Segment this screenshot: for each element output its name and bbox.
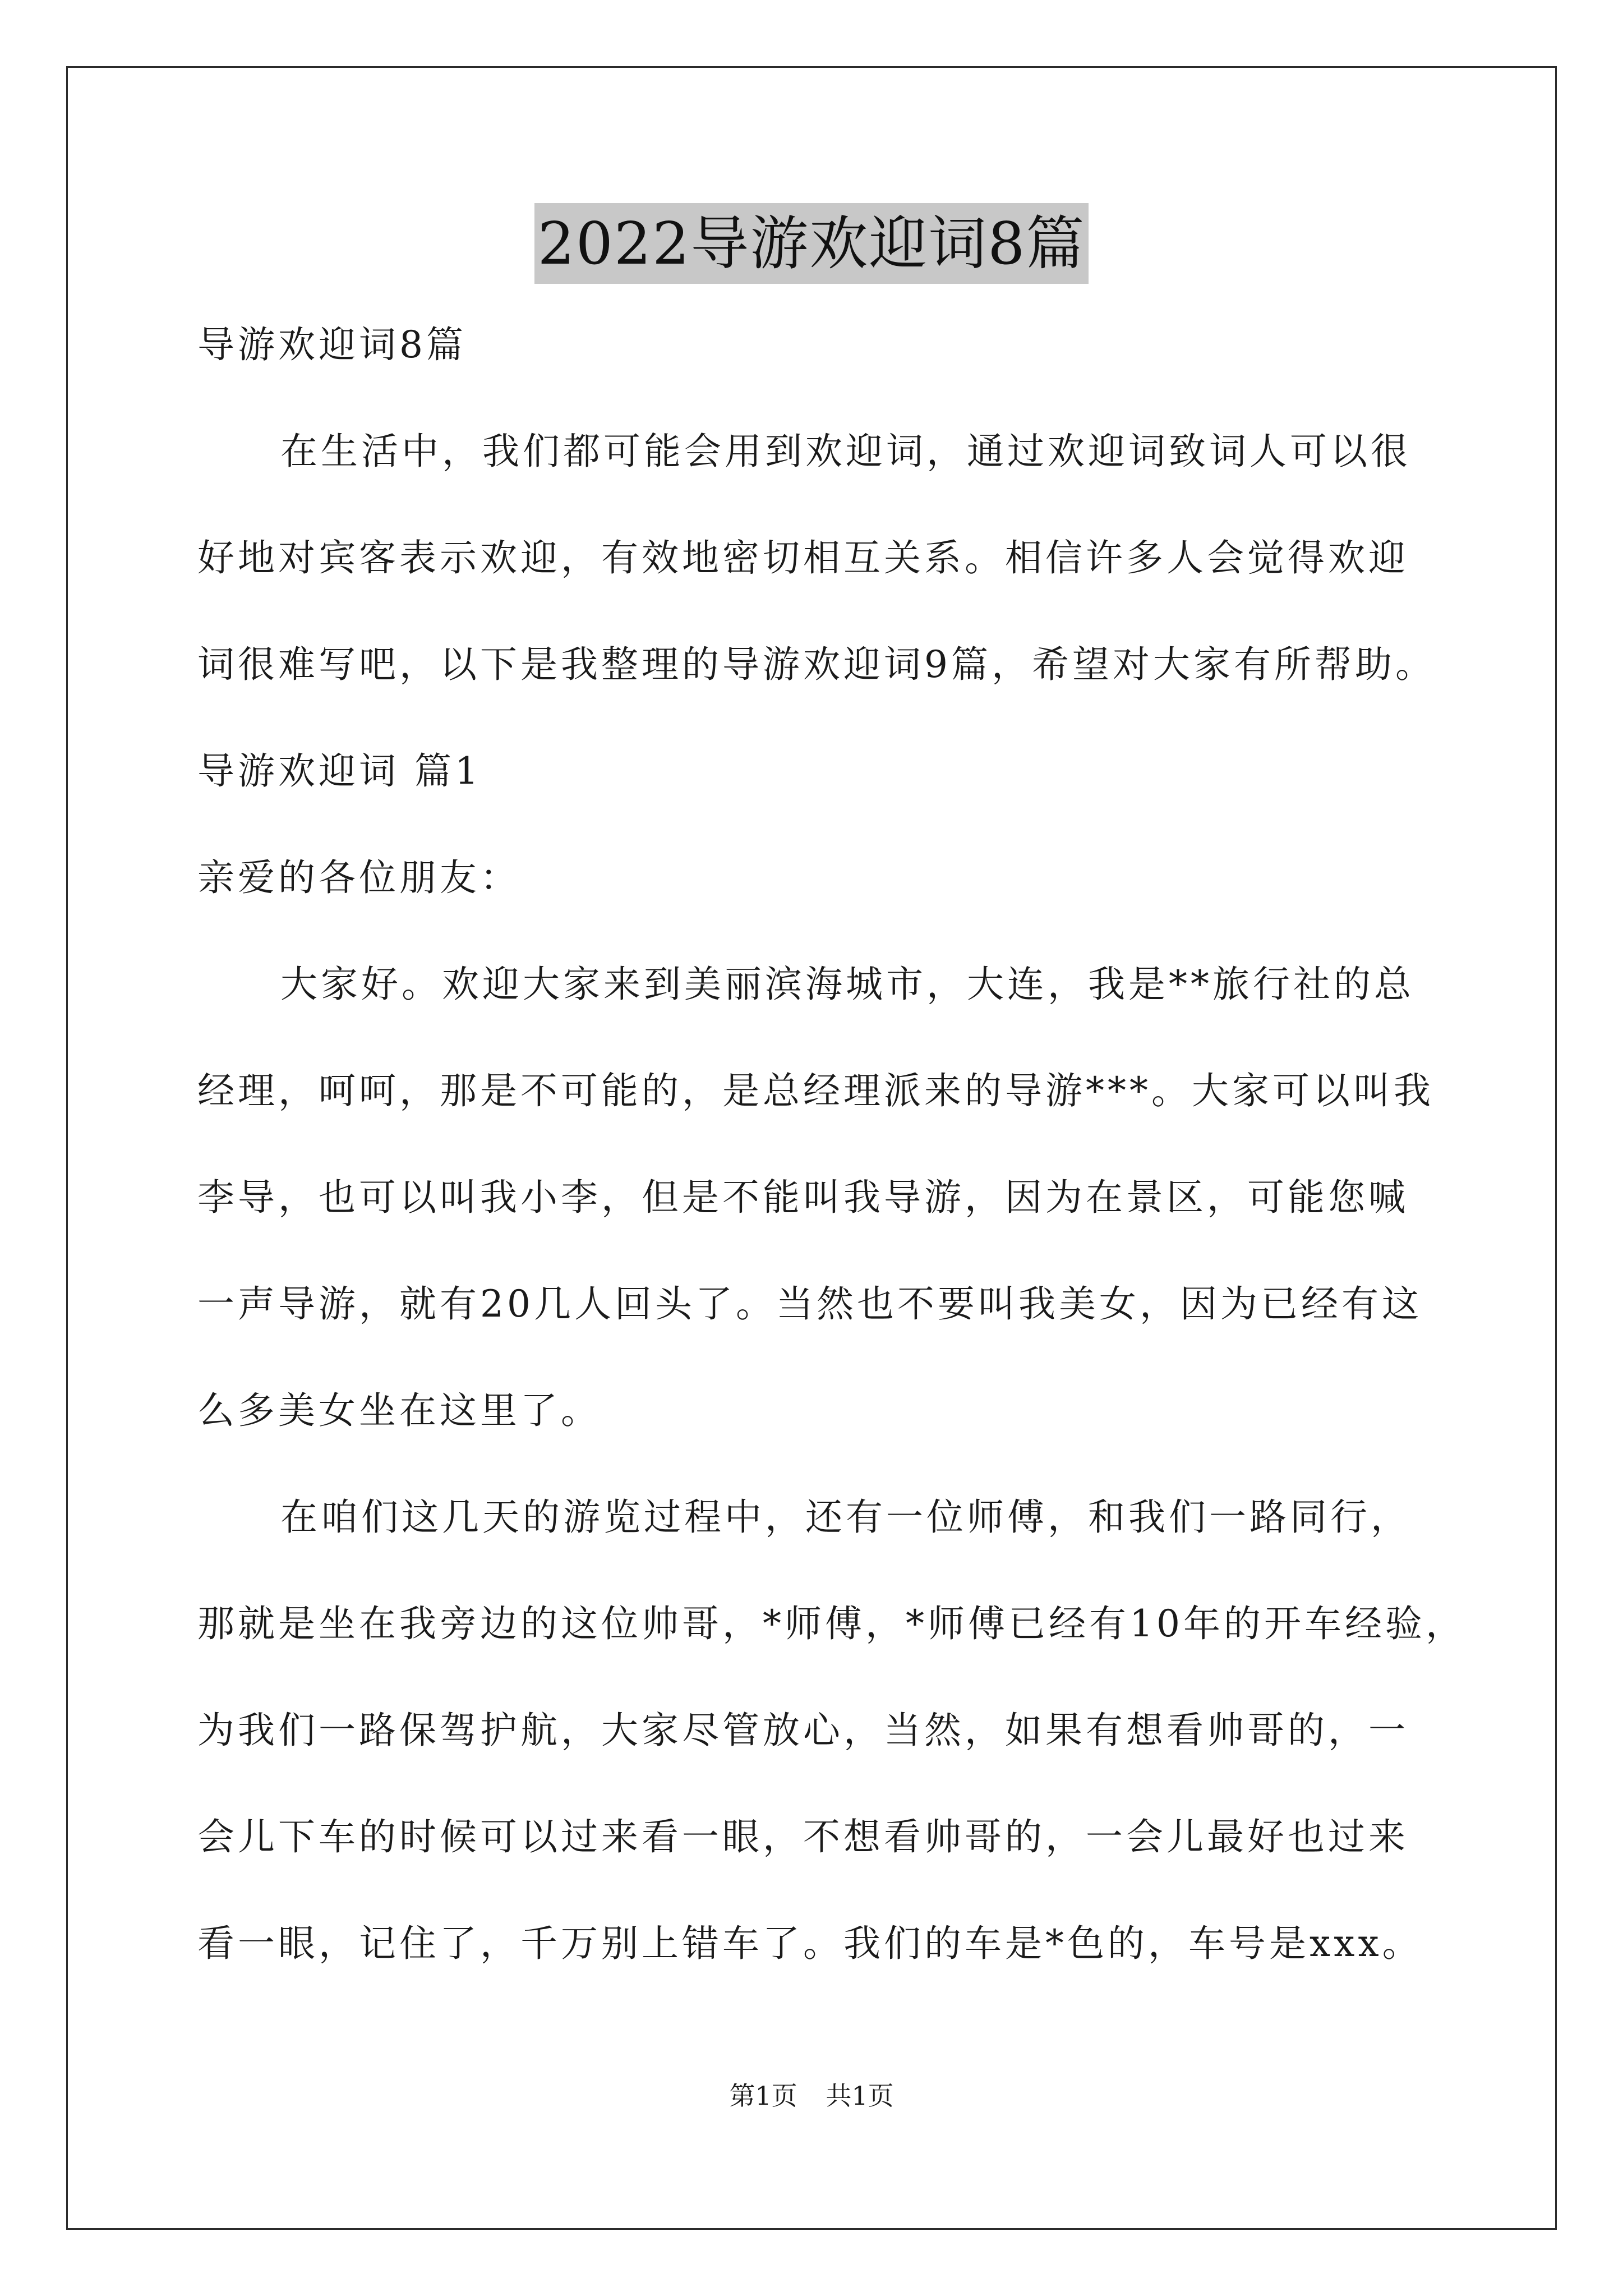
section-heading: 导游欢迎词 篇1 [197, 749, 482, 793]
text-line: 在生活中，我们都可能会用到欢迎词，通过欢迎词致词人可以很 [280, 430, 1411, 473]
page-total: 共1页 [826, 2081, 894, 2111]
text-line: 词很难写吧，以下是我整理的导游欢迎词9篇，希望对大家有所帮助。 [197, 643, 1436, 686]
text-line: 看一眼，记住了，千万别上错车了。我们的车是*色的，车号是xxx。 [197, 1922, 1423, 1965]
text-line: 那就是坐在我旁边的这位帅哥，*师傅，*师傅已经有10年的开车经验， [197, 1602, 1466, 1645]
text-line: 大家好。欢迎大家来到美丽滨海城市，大连，我是**旅行社的总 [280, 963, 1414, 1006]
text-line: 在咱们这几天的游览过程中，还有一位师傅，和我们一路同行， [280, 1496, 1411, 1539]
page-number: 第1页 [729, 2081, 797, 2111]
salutation: 亲爱的各位朋友： [197, 856, 520, 899]
text-line: 一声导游，就有20几人回头了。当然也不要叫我美女，因为已经有这 [197, 1282, 1422, 1326]
text-line: 么多美女坐在这里了。 [197, 1389, 601, 1432]
title-block [0, 203, 1623, 284]
text-line: 会儿下车的时候可以过来看一眼，不想看帅哥的，一会儿最好也过来 [197, 1815, 1409, 1858]
document-title: 2022导游欢迎词8篇 [534, 203, 1089, 284]
document-body [197, 292, 1466, 1997]
page-footer [0, 2079, 1623, 2113]
text-line: 李导，也可以叫我小李，但是不能叫我导游，因为在景区，可能您喊 [197, 1176, 1409, 1219]
text-line: 为我们一路保驾护航，大家尽管放心，当然，如果有想看帅哥的，一 [197, 1709, 1409, 1752]
text-line: 好地对宾客表示欢迎，有效地密切相互关系。相信许多人会觉得欢迎 [197, 536, 1409, 579]
text-line: 导游欢迎词8篇 [197, 323, 467, 366]
text-line: 经理，呵呵，那是不可能的，是总经理派来的导游***。大家可以叫我 [197, 1069, 1434, 1112]
